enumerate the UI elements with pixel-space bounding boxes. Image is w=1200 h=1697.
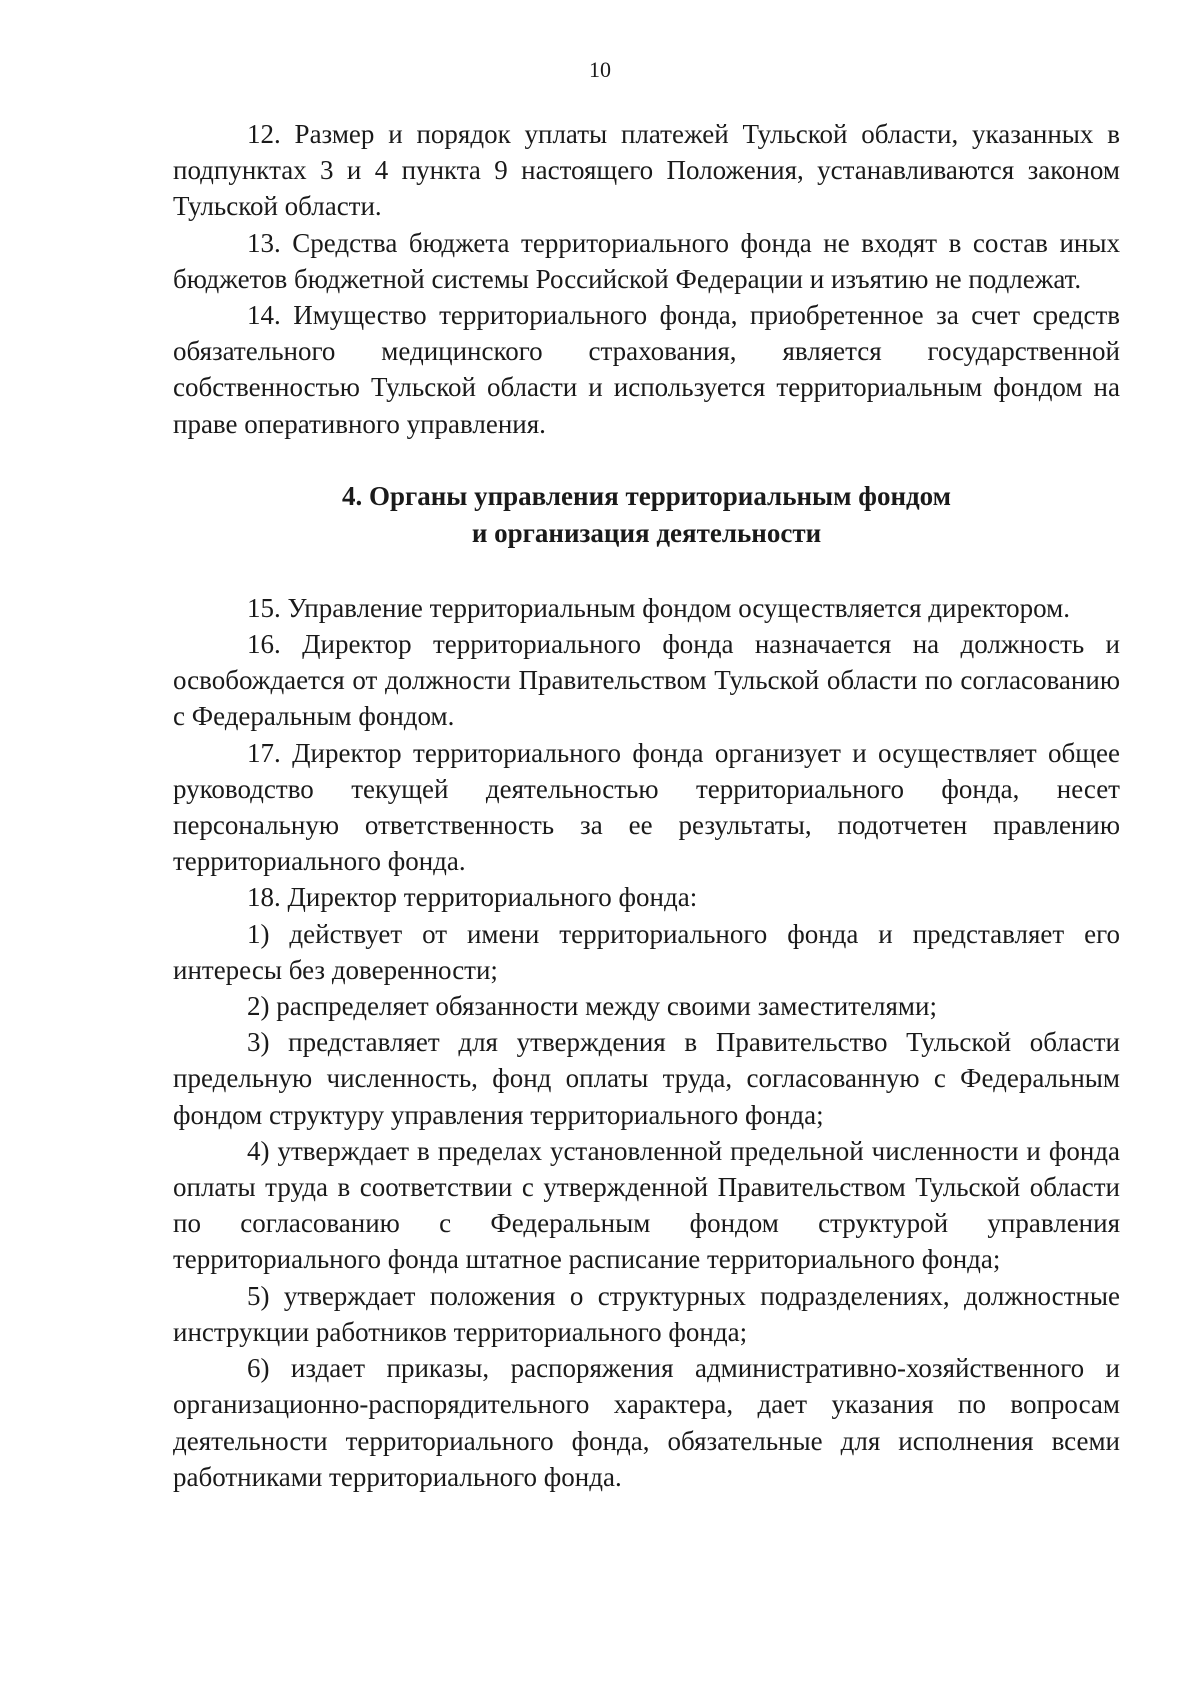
paragraph-13: 13. Средства бюджета территориального фонда не входят в состав иных бюджетов бюджетной системы Российской Федерации и изъятию не подлежат. xyxy=(173,227,1120,294)
section-heading-line-2: и организация деятельности xyxy=(471,517,822,548)
section-heading xyxy=(173,478,1120,552)
document-body xyxy=(173,116,1120,1495)
page-number: 10 xyxy=(589,57,611,82)
paragraph-12: 12. Размер и порядок уплаты платежей Тульской области, указанных в подпунктах 3 и 4 пункта 9 настоящего Положения, устанавливаются законом Тульской области. xyxy=(173,119,1120,222)
list-item-6: 6) издает приказы, распоряжения административно-хозяйственного и организационно-распорядительного характера, дает указания по вопросам деятельности территориального фонда, обязательные для исполнения всеми работниками территориального фонда. xyxy=(173,1353,1120,1492)
list-item-2: 2) распределяет обязанности между своими заместителями; xyxy=(247,991,937,1022)
list-item-1: 1) действует от имени территориального фонда и представляет его интересы без доверенности; xyxy=(173,918,1120,985)
list-item-3: 3) представляет для утверждения в Правительство Тульской области предельную численность, фонд оплаты труда, согласованную с Федеральным фондом структуру управления территориального фонда; xyxy=(173,1027,1120,1130)
section-heading-line-1: 4. Органы управления территориальным фондом xyxy=(341,480,952,511)
paragraph-16: 16. Директор территориального фонда назначается на должность и освобождается от должности Правительством Тульской области по согласованию с Федеральным фондом. xyxy=(173,629,1120,732)
paragraph-17: 17. Директор территориального фонда организует и осуществляет общее руководство текущей деятельностью территориального фонда, несет персональную ответственность за ее результаты, подотчетен правлению территориального фонда. xyxy=(173,737,1120,877)
paragraph-18: 18. Директор территориального фонда: xyxy=(247,882,698,913)
list-item-4: 4) утверждает в пределах установленной предельной численности и фонда оплаты труда в соответствии с утвержденной Правительством Тульской области по согласованию с Федеральным фондом структурой управления территориального фонда штатное расписание территориального фонда; xyxy=(173,1135,1120,1275)
paragraph-15: 15. Управление территориальным фондом осуществляется директором. xyxy=(247,592,1070,623)
list-item-5: 5) утверждает положения о структурных подразделениях, должностные инструкции работников территориального фонда; xyxy=(173,1280,1120,1347)
paragraph-14: 14. Имущество территориального фонда, приобретенное за счет средств обязательного медицинского страхования, является государственной собственностью Тульской области и используется территориальным фондом на праве оперативного управления. xyxy=(173,300,1120,439)
